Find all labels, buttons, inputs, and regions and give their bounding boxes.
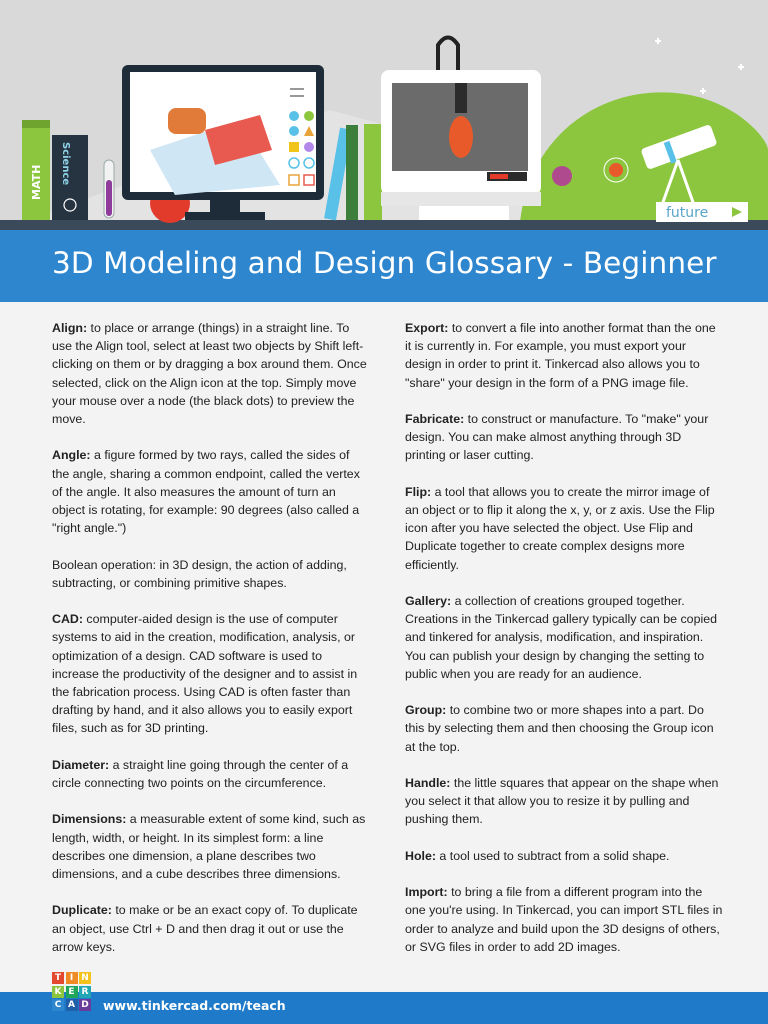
glossary-entry <box>52 901 370 956</box>
footer <box>0 992 768 1024</box>
glossary-entry <box>405 701 723 756</box>
glossary-entry <box>405 592 723 683</box>
glossary-term: Gallery: <box>405 594 452 608</box>
glossary-term: Flip: <box>405 484 432 499</box>
glossary-entry <box>405 483 723 574</box>
glossary-entry <box>405 883 723 956</box>
future-badge-label: future <box>666 205 709 221</box>
glossary-term: Export: <box>405 321 449 335</box>
glossary-term: Group: <box>405 703 447 718</box>
glossary-definition: a collection of creations grouped together. Creations in the Tinkercad gallery typically can be copied and tinkered for analysis, modification, and inspiration. You can publish your design by changing the setting to public when you are ready for an audience. <box>405 594 717 681</box>
glossary-entry <box>405 774 723 829</box>
glossary-entry <box>52 319 370 428</box>
glossary-left-column <box>52 319 370 974</box>
science-book-icon <box>52 135 88 220</box>
glossary-definition: to construct or manufacture. To "make" your design. You can make almost anything through 3D printing or laser cutting. <box>405 412 709 463</box>
glossary-definition: Boolean operation: in 3D design, the action of adding, subtracting, or combining primitive shapes. <box>52 557 347 590</box>
glossary-term: Handle: <box>405 776 451 790</box>
glossary-term: Fabricate: <box>405 412 465 426</box>
logo-letter: A <box>66 999 78 1011</box>
glossary-definition: to bring a file from a different program into the one you're using. In Tinkercad, you can import STL files in order to analyze and build upon the 3D designs of others, or SVG files in order to add 2D images. <box>405 885 723 954</box>
glossary-entry <box>405 319 723 392</box>
glossary-entry <box>52 556 370 592</box>
glossary-term: Import: <box>405 885 448 900</box>
test-tube-icon <box>104 160 114 218</box>
footer-url-link[interactable]: www.tinkercad.com/teach <box>103 998 286 1013</box>
monitor-illustration <box>122 65 324 220</box>
glossary-term: Dimensions: <box>52 812 127 827</box>
math-book-label: MATH <box>30 164 43 200</box>
glossary-definition: a measurable extent of some kind, such as length, width, or height. In its simplest form: a line describes one dimension, a plane describes two dimensions, and a cube describes three dimensions. <box>52 812 366 882</box>
glossary-section <box>0 302 768 992</box>
glossary-definition: a tool that allows you to create the mirror image of an object or to flip it along the x, y, or z axis. Use the Flip icon after you have selected the object. Use Flip and Duplicate together to create complex designs more efficiently. <box>405 484 715 572</box>
future-badge <box>656 202 748 222</box>
glossary-entry <box>405 847 723 865</box>
glossary-definition: to convert a file into another format than the one it is currently in. For example, you must export your design in order to print it. Tinkercad also allows you to "share" your design in the form of a PNG image file. <box>405 321 716 390</box>
glossary-right-column <box>405 319 723 974</box>
glossary-definition: a tool used to subtract from a solid shape. <box>435 848 670 863</box>
glossary-definition: to place or arrange (things) in a straight line. To use the Align tool, select at least two objects by Shift left-clicking on them or by dragging a box around them. Once selected, click on the Align icon at the top. Simply move your mouse over a node (the black dots) to preview the move. <box>52 321 367 427</box>
title-band <box>0 230 768 302</box>
glossary-definition: computer-aided design is the use of computer systems to aid in the creation, modification, analysis, or optimization of a design. CAD software is used to increase the productivity of the designer and to assist in the fabrication process. Using CAD is often faster than drafting by hand, and it also allows you to easily export files, such as for 3D printing. <box>52 612 358 736</box>
sparkle-icon <box>655 38 744 94</box>
glossary-term: Diameter: <box>52 757 110 772</box>
science-book-label: Science <box>60 142 71 186</box>
logo-letter: C <box>52 999 64 1011</box>
glossary-entry <box>405 410 723 465</box>
glossary-entry <box>52 610 370 737</box>
glossary-term: Align: <box>52 321 88 335</box>
glossary-entry <box>52 756 370 792</box>
page-title: 3D Modeling and Design Glossary - Beginner <box>52 246 717 280</box>
glossary-definition: a figure formed by two rays, called the sides of the angle, sharing a common endpoint, called the vertex of the angle. It also measures the amount of turn an object is rotating, for example: 90 degrees (also called a "right angle.") <box>52 448 360 536</box>
math-book-icon <box>22 120 50 220</box>
logo-letter: E <box>66 986 78 998</box>
tinkercad-logo <box>52 972 91 1011</box>
logo-letter: I <box>66 972 78 984</box>
glossary-entry <box>52 810 370 883</box>
logo-letter: D <box>79 999 91 1011</box>
glossary-definition: to combine two or more shapes into a part. Do this by selecting them and then choosing the Group icon at the top. <box>405 703 714 754</box>
glossary-definition: to make or be an exact copy of. To duplicate an object, use Ctrl + D and then drag it out or use the arrow keys. <box>52 903 358 954</box>
glossary-definition: the little squares that appear on the shape when you select it that allow you to resize it by pulling and pushing them. <box>405 776 719 827</box>
glossary-term: Angle: <box>52 448 91 463</box>
glossary-term: Duplicate: <box>52 903 112 918</box>
glossary-definition: a straight line going through the center of a circle connecting two points on the circumference. <box>52 757 349 791</box>
glossary-entry <box>52 446 370 537</box>
logo-letter: K <box>52 986 64 998</box>
glossary-term: CAD: <box>52 612 83 627</box>
header-illustration <box>0 0 768 230</box>
logo-letter: T <box>52 972 64 984</box>
glossary-term: Hole: <box>405 848 436 863</box>
logo-letter: N <box>79 972 91 984</box>
3d-printer-illustration <box>381 38 541 221</box>
logo-letter: R <box>79 986 91 998</box>
